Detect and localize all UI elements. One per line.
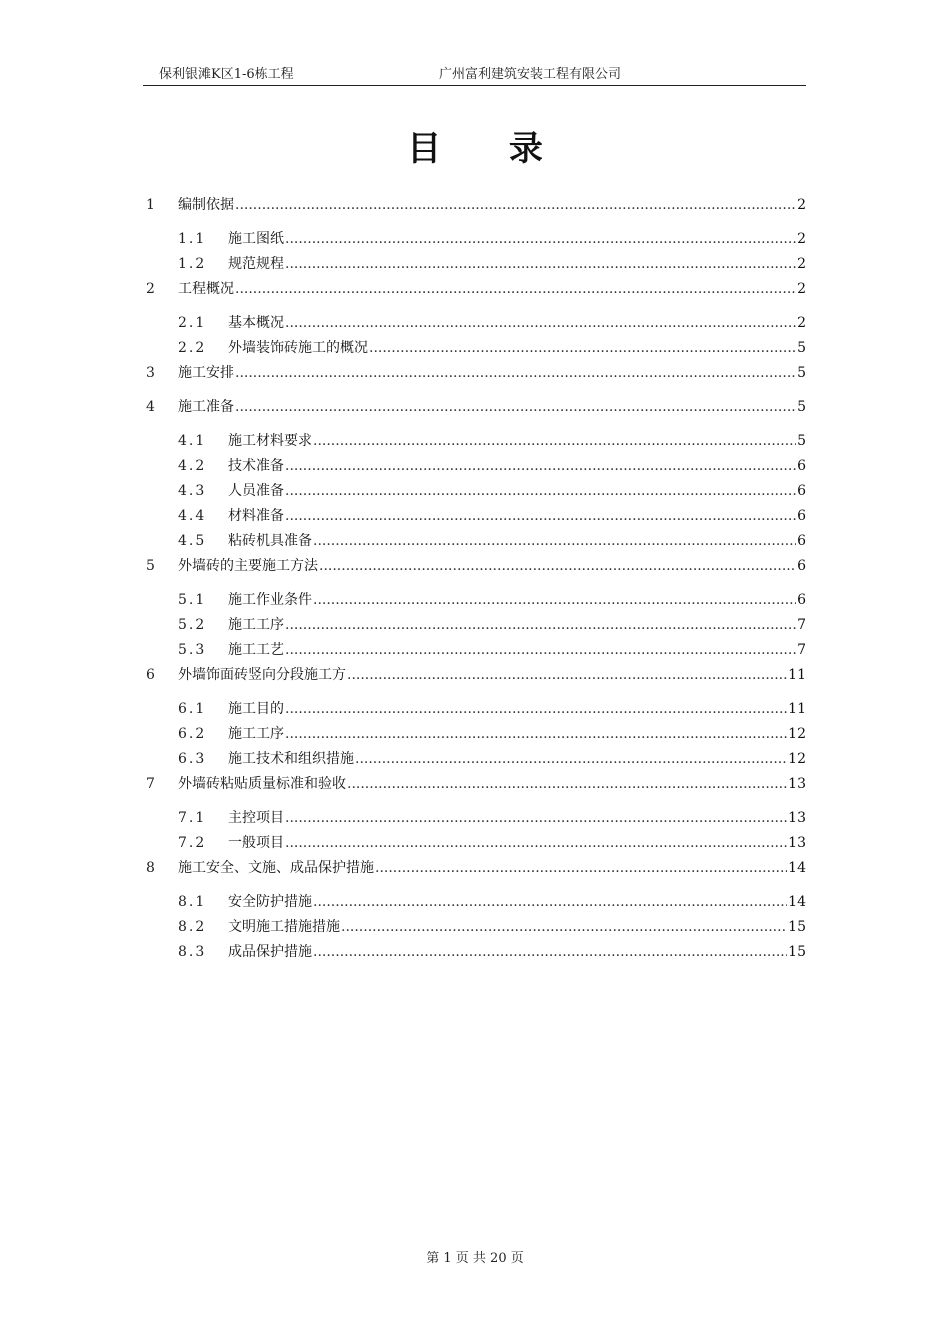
toc-leader-dots — [313, 431, 796, 451]
toc-entry-page: 12 — [788, 751, 806, 767]
toc-entry[interactable] — [178, 917, 806, 937]
toc-entry-label: 粘砖机具准备 — [228, 533, 312, 549]
toc-entry[interactable] — [178, 590, 806, 610]
header-company-name: 广州富利建筑安装工程有限公司 — [439, 67, 622, 82]
toc-entry[interactable] — [178, 456, 806, 476]
toc-entry[interactable] — [178, 338, 806, 358]
toc-leader-dots — [313, 531, 796, 551]
toc-entry-number: 4.3 — [178, 483, 207, 499]
toc-entry[interactable] — [146, 665, 806, 685]
toc-entry-label: 工程概况 — [178, 281, 234, 297]
toc-entry-number: 6.2 — [178, 726, 207, 742]
toc-entry[interactable] — [146, 363, 806, 383]
toc-entry-page: 13 — [788, 810, 806, 826]
toc-entry-label: 施工工艺 — [228, 642, 284, 658]
toc-entry-page: 2 — [797, 281, 806, 297]
toc-entry-page: 6 — [797, 592, 806, 608]
toc-entry-page: 6 — [797, 533, 806, 549]
toc-leader-dots — [355, 749, 787, 769]
toc-entry-page: 2 — [797, 315, 806, 331]
toc-entry-page: 14 — [788, 860, 806, 876]
toc-entry-page: 5 — [797, 399, 806, 415]
toc-entry[interactable] — [178, 506, 806, 526]
toc-entry-label: 人员准备 — [228, 483, 284, 499]
toc-leader-dots — [235, 195, 796, 215]
toc-leader-dots — [235, 279, 796, 299]
page-header — [143, 66, 806, 86]
toc-entry[interactable] — [178, 808, 806, 828]
toc-entry-page: 5 — [797, 365, 806, 381]
toc-entry-page: 13 — [788, 776, 806, 792]
toc-entry-page: 13 — [788, 835, 806, 851]
toc-entry-label: 一般项目 — [228, 835, 284, 851]
toc-entry-page: 6 — [797, 508, 806, 524]
toc-leader-dots — [313, 942, 787, 962]
toc-entry-number: 8.2 — [178, 919, 207, 935]
toc-leader-dots — [375, 858, 787, 878]
toc-entry-page: 2 — [797, 256, 806, 272]
toc-entry[interactable] — [178, 942, 806, 962]
toc-entry-label: 安全防护措施 — [228, 894, 312, 910]
toc-entry-number: 7.2 — [178, 835, 207, 851]
toc-entry-number: 1.2 — [178, 256, 207, 272]
header-project-name: 保利银滩K区1-6栋工程 — [159, 67, 294, 82]
toc-entry-label: 施工材料要求 — [228, 433, 312, 449]
toc-entry[interactable] — [146, 774, 806, 794]
toc-entry-number: 2 — [146, 281, 155, 297]
toc-entry-page: 6 — [797, 483, 806, 499]
toc-entry[interactable] — [178, 313, 806, 333]
toc-entry-number: 6 — [146, 667, 155, 683]
toc-leader-dots — [285, 506, 796, 526]
toc-leader-dots — [347, 774, 787, 794]
toc-entry-label: 规范规程 — [228, 256, 284, 272]
toc-entry[interactable] — [146, 556, 806, 576]
page-footer: 第 1 页 共 20 页 — [426, 1251, 524, 1266]
toc-entry[interactable] — [178, 431, 806, 451]
toc-entry-label: 外墙装饰砖施工的概况 — [228, 340, 368, 356]
toc-entry-label: 外墙饰面砖竖向分段施工方 — [178, 667, 346, 683]
toc-entry-label: 成品保护措施 — [228, 944, 312, 960]
toc-leader-dots — [285, 724, 787, 744]
toc-entry-number: 8 — [146, 860, 155, 876]
toc-entry[interactable] — [146, 195, 806, 215]
toc-entry-number: 7 — [146, 776, 155, 792]
toc-entry[interactable] — [146, 279, 806, 299]
toc-entry-page: 2 — [797, 231, 806, 247]
toc-leader-dots — [285, 229, 796, 249]
toc-leader-dots — [285, 808, 787, 828]
toc-entry-label: 文明施工措施措施 — [228, 919, 340, 935]
toc-entry-label: 主控项目 — [228, 810, 284, 826]
toc-entry-page: 6 — [797, 558, 806, 574]
toc-leader-dots — [319, 556, 796, 576]
toc-entry-label: 施工准备 — [178, 399, 234, 415]
toc-leader-dots — [285, 313, 796, 333]
toc-entry[interactable] — [178, 640, 806, 660]
toc-entry[interactable] — [178, 531, 806, 551]
toc-entry-label: 基本概况 — [228, 315, 284, 331]
toc-leader-dots — [285, 615, 796, 635]
toc-entry-page: 11 — [788, 701, 806, 717]
toc-entry-page: 5 — [797, 340, 806, 356]
toc-entry-label: 技术准备 — [228, 458, 284, 474]
toc-entry[interactable] — [146, 858, 806, 878]
toc-entry-page: 6 — [797, 458, 806, 474]
toc-entry-number: 8.1 — [178, 894, 207, 910]
toc-leader-dots — [285, 699, 787, 719]
toc-entry-number: 6.1 — [178, 701, 207, 717]
toc-entry-label: 施工安排 — [178, 365, 234, 381]
toc-leader-dots — [235, 363, 796, 383]
toc-entry-number: 5 — [146, 558, 155, 574]
toc-entry[interactable] — [178, 892, 806, 912]
toc-entry-number: 5.3 — [178, 642, 207, 658]
toc-entry-label: 施工工序 — [228, 726, 284, 742]
toc-entry-number: 4.5 — [178, 533, 207, 549]
toc-entry-number: 2.2 — [178, 340, 207, 356]
toc-entry-number: 5.1 — [178, 592, 207, 608]
toc-leader-dots — [285, 456, 796, 476]
toc-entry-page: 15 — [788, 944, 806, 960]
toc-entry[interactable] — [178, 749, 806, 769]
toc-leader-dots — [313, 892, 787, 912]
toc-leader-dots — [369, 338, 796, 358]
toc-entry-number: 6.3 — [178, 751, 207, 767]
toc-leader-dots — [235, 397, 796, 417]
toc-entry-number: 8.3 — [178, 944, 207, 960]
toc-entry-label: 外墙砖粘贴质量标准和验收 — [178, 776, 346, 792]
toc-entry-label: 编制依据 — [178, 197, 234, 213]
toc-entry-number: 5.2 — [178, 617, 207, 633]
toc-entry-label: 施工目的 — [228, 701, 284, 717]
toc-entry-page: 15 — [788, 919, 806, 935]
toc-leader-dots — [313, 590, 796, 610]
toc-entry-number: 1 — [146, 197, 155, 213]
toc-title: 目 录 — [407, 129, 571, 169]
toc-entry-number: 4 — [146, 399, 155, 415]
toc-entry-number: 4.1 — [178, 433, 207, 449]
toc-entry[interactable] — [178, 254, 806, 274]
toc-entry-label: 外墙砖的主要施工方法 — [178, 558, 318, 574]
toc-entry-number: 3 — [146, 365, 155, 381]
toc-entry[interactable] — [178, 229, 806, 249]
toc-entry-page: 12 — [788, 726, 806, 742]
toc-entry-page: 5 — [797, 433, 806, 449]
toc-leader-dots — [285, 254, 796, 274]
toc-entry-page: 2 — [797, 197, 806, 213]
toc-entry-number: 4.2 — [178, 458, 207, 474]
toc-leader-dots — [347, 665, 787, 685]
toc-entry[interactable] — [178, 833, 806, 853]
toc-entry[interactable] — [178, 724, 806, 744]
toc-leader-dots — [285, 833, 787, 853]
toc-entry-page: 11 — [788, 667, 806, 683]
toc-entry-label: 施工工序 — [228, 617, 284, 633]
toc-entry-label: 施工作业条件 — [228, 592, 312, 608]
toc-leader-dots — [285, 640, 796, 660]
toc-entry-number: 2.1 — [178, 315, 207, 331]
toc-entry-page: 7 — [797, 617, 806, 633]
toc-entry-label: 材料准备 — [228, 508, 284, 524]
toc-leader-dots — [285, 481, 796, 501]
toc-entry-number: 4.4 — [178, 508, 207, 524]
toc-entry-label: 施工技术和组织措施 — [228, 751, 354, 767]
toc-entry[interactable] — [178, 699, 806, 719]
toc-leader-dots — [341, 917, 787, 937]
toc-entry-label: 施工安全、文施、成品保护措施 — [178, 860, 374, 876]
toc-entry-number: 1.1 — [178, 231, 207, 247]
toc-entry-page: 7 — [797, 642, 806, 658]
toc-entry-number: 7.1 — [178, 810, 207, 826]
toc-entry-page: 14 — [788, 894, 806, 910]
toc-entry-label: 施工图纸 — [228, 231, 284, 247]
toc-entry[interactable] — [178, 481, 806, 501]
toc-entry[interactable] — [178, 615, 806, 635]
toc-entry[interactable] — [146, 397, 806, 417]
